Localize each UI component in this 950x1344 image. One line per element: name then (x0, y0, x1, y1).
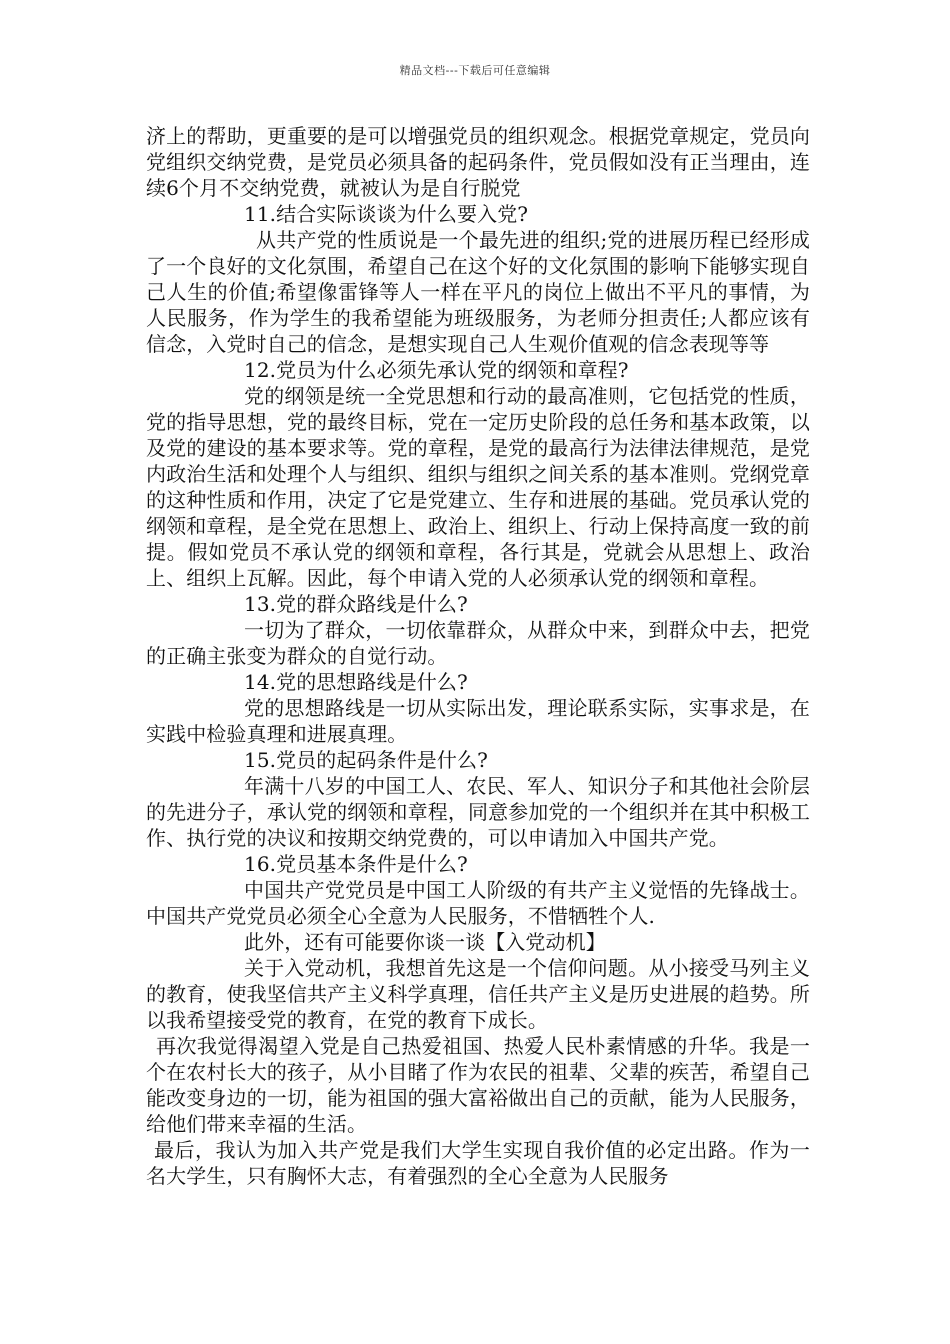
question-heading-15: 15.党员的起码条件是什么? (244, 748, 488, 772)
answer-paragraph-12: 党的纲领是统一全党思想和行动的最高准则，它包括党的性质，党的指导思想，党的最终目标，党在一定历史阶段的总任务和基本政策，以及党的建设的基本要求等。党的章程，是党的最高行为法律法律规范，是党内政治生活和处理个人与组织、组织与组织之间关系的基本准则。党纲党章的这种性质和作用，决定了它是党建立、生存和进展的基础。党员承认党的纲领和章程，是全党在思想上、政治上、组织上、行动上保持高度一致的前提。假如党员不承认党的纲领和章程，各行其是，党就会从思想上、政治上、组织上瓦解。因此，每个申请入党的人必须承认党的纲领和章程。 (146, 384, 810, 590)
document-body (146, 123, 810, 1189)
question-heading-11: 11.结合实际谈谈为什么要入党? (244, 202, 529, 226)
question-heading-12: 12.党员为什么必须先承认党的纲领和章程? (244, 358, 629, 382)
answer-paragraph-15: 年满十八岁的中国工人、农民、军人、知识分子和其他社会阶层的先进分子，承认党的纲领和章程，同意参加党的一个组织并在其中积极工作、执行党的决议和按期交纳党费的，可以申请加入中国共产党。 (146, 774, 810, 850)
answer-paragraph-16: 中国共产党党员是中国工人阶级的有共产主义觉悟的先锋战士。中国共产党党员必须全心全意为人民服务，不惜牺牲个人. (146, 878, 810, 928)
answer-paragraph-14: 党的思想路线是一切从实际出发，理论联系实际，实事求是，在实践中检验真理和进展真理。 (146, 696, 810, 746)
answer-paragraph-11: 从共产党的性质说是一个最先进的组织;党的进展历程已经形成了一个良好的文化氛围，希望自己在这个好的文化氛围的影响下能够实现自己人生的价值;希望像雷锋等人一样在平凡的岗位上做出不平凡的事情，为人民服务，作为学生的我希望能为班级服务，为老师分担责任;人都应该有信念，入党时自己的信念，是想实现自己人生观价值观的信念表现等等 (146, 228, 810, 356)
page-header: 精品文档---下载后可任意编辑 (399, 64, 551, 77)
motivation-paragraph-3: 最后，我认为加入共产党是我们大学生实现自我价值的必定出路。作为一名大学生，只有胸怀大志，有着强烈的全心全意为人民服务 (146, 1138, 810, 1188)
question-heading-14: 14.党的思想路线是什么? (244, 670, 468, 694)
question-heading-13: 13.党的群众路线是什么? (244, 592, 468, 616)
answer-paragraph-13: 一切为了群众，一切依靠群众，从群众中来，到群众中去，把党的正确主张变为群众的自觉行动。 (146, 618, 810, 668)
question-heading-16: 16.党员基本条件是什么? (244, 852, 468, 876)
motivation-paragraph-1: 关于入党动机，我想首先这是一个信仰问题。从小接受马列主义的教育，使我坚信共产主义科学真理，信任共产主义是历史进展的趋势。所以我希望接受党的教育，在党的教育下成长。 (146, 956, 810, 1032)
motivation-paragraph-2: 再次我觉得渴望入党是自己热爱祖国、热爱人民朴素情感的升华。我是一个在农村长大的孩子，从小目睹了作为农民的祖辈、父辈的疾苦，希望自己能改变身边的一切，能为祖国的强大富裕做出自己的贡献，能为人民服务，给他们带来幸福的生活。 (146, 1034, 810, 1136)
body-paragraph: 济上的帮助，更重要的是可以增强党员的组织观念。根据党章规定，党员向党组织交纳党费，是党员必须具备的起码条件，党员假如没有正当理由，连续6个月不交纳党费，就被认为是自行脱党 (146, 124, 810, 200)
motivation-intro: 此外，还有可能要你谈一谈【入党动机】 (244, 930, 606, 954)
